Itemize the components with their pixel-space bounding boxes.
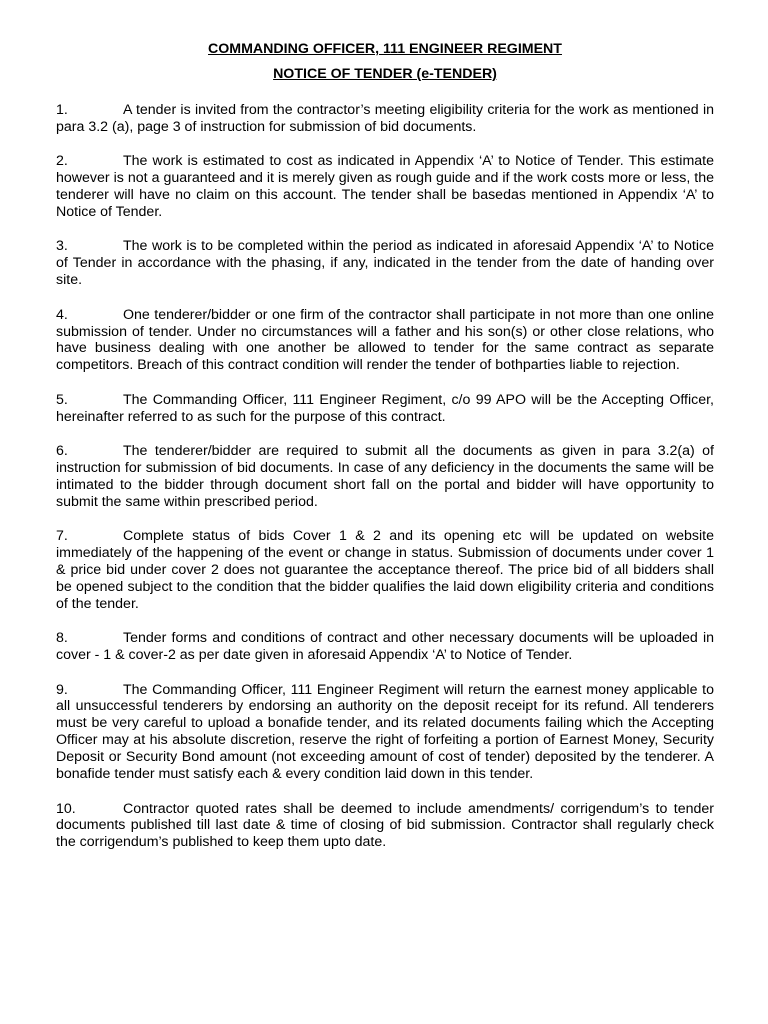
paragraph-number: 9. xyxy=(56,681,68,698)
paragraph-3 xyxy=(56,238,714,289)
paragraph-number: 8. xyxy=(56,630,68,647)
paragraph-list xyxy=(56,102,714,851)
paragraph-number: 7. xyxy=(56,528,68,545)
paragraph-text: Tender forms and conditions of contract and other necessary documents will be uploaded in cover - 1 & cover-2 as per date given in aforesaid Appendix ‘A’ to Notice of Tender. xyxy=(56,630,714,664)
paragraph-2 xyxy=(56,153,714,221)
paragraph-8 xyxy=(56,630,714,664)
paragraph-number: 5. xyxy=(56,391,68,408)
paragraph-1 xyxy=(56,102,714,136)
paragraph-number: 6. xyxy=(56,443,68,460)
paragraph-text: Contractor quoted rates shall be deemed to include amendments/ corrigendum’s to tender documents published till last date & time of closing of bid submission. Contractor shall regularly check the corrigendum’s published to keep them upto date. xyxy=(56,800,714,851)
paragraph-number: 3. xyxy=(56,238,68,255)
paragraph-9 xyxy=(56,682,714,783)
paragraph-4 xyxy=(56,307,714,375)
document-heading: COMMANDING OFFICER, 111 ENGINEER REGIMENT xyxy=(208,41,562,57)
paragraph-text: Complete status of bids Cover 1 & 2 and its opening etc will be updated on website immediately of the happening of the event or change in status. Submission of documents under cover 1 & price bid under cover 2 does not guarantee the acceptance thereof. The price bid of all bidders shall be opened subject to the condition that the bidder qualifies the laid down eligibility criteria and conditions of the tender. xyxy=(56,528,714,612)
paragraph-7 xyxy=(56,528,714,613)
paragraph-10 xyxy=(56,801,714,852)
paragraph-text: A tender is invited from the contractor’s meeting eligibility criteria for the work as mentioned in para 3.2 (a), page 3 of instruction for submission of bid documents. xyxy=(56,102,714,135)
paragraph-number: 10. xyxy=(56,800,76,817)
paragraph-number: 1. xyxy=(56,102,68,118)
paragraph-text: The Commanding Officer, 111 Engineer Regiment, c/o 99 APO will be the Accepting Officer, hereinafter referred to as such for the purpose of this contract. xyxy=(56,391,714,425)
paragraph-text: The tenderer/bidder are required to submit all the documents as given in para 3.2(a) of instruction for submission of bid documents. In case of any deficiency in the documents the same will be intimated to the bidder through document short fall on the portal and bidder will have opportunity to submit the same within prescribed period. xyxy=(56,443,714,510)
paragraph-text: The work is to be completed within the period as indicated in aforesaid Appendix ‘A’ to Notice of Tender in accordance with the phasing, if any, indicated in the tender from the date of handing over site. xyxy=(56,238,714,289)
paragraph-text: The Commanding Officer, 111 Engineer Regiment will return the earnest money applicable to all unsuccessful tenderers by endorsing an authority on the deposit receipt for its refund. All tenderers must be very careful to upload a bonafide tender, and its related documents failing which the Accepting Officer may at his absolute discretion, reserve the right of forfeiting a portion of Earnest Money, Security Deposit or Security Bond amount (not exceeding amount of cost of tender) deposited by the tenderer. A bonafide tender must satisfy each & every condition laid down in this tender. xyxy=(56,681,714,783)
paragraph-number: 2. xyxy=(56,153,68,170)
paragraph-5 xyxy=(56,392,714,426)
paragraph-6 xyxy=(56,443,714,511)
document-subheading: NOTICE OF TENDER (e-TENDER) xyxy=(273,66,497,82)
paragraph-text: One tenderer/bidder or one firm of the contractor shall participate in not more than one online submission of tender. Under no circumstances will a father and his son(s) or other close relations, who have business dealing with one another be allowed to tender for the same contract as separate competitors. Breach of this contract condition will render the tender of bothparties liable to rejection. xyxy=(56,306,714,374)
paragraph-text: The work is estimated to cost as indicated in Appendix ‘A’ to Notice of Tender. This estimate however is not a guaranteed and it is merely given as rough guide and if the work costs more or less, the tenderer will have no claim on this account. The tender shall be basedas mentioned in Appendix ‘A’ to Notice of Tender. xyxy=(56,153,714,221)
paragraph-number: 4. xyxy=(56,306,68,323)
